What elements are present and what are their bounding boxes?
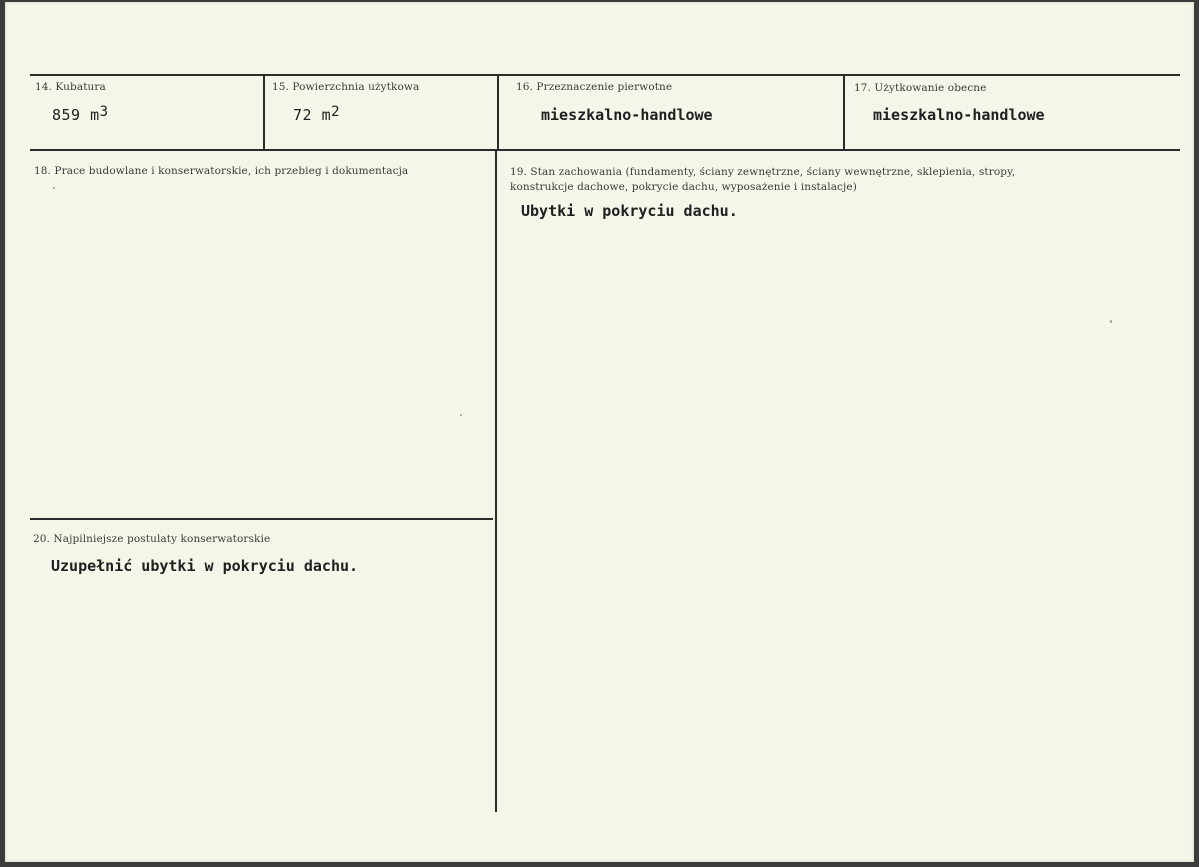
paper-speck	[1110, 320, 1112, 323]
top-rule	[30, 74, 1180, 76]
field-15-value-text: 72 m	[293, 106, 332, 124]
field-20-value: Uzupełnić ubytki w pokryciu dachu.	[51, 557, 359, 575]
field-19-label-line1: 19. Stan zachowania (fundamenty, ściany zewnętrzne, ściany wewnętrzne, sklepienia, stropy,	[510, 166, 1016, 178]
field-20-label: 20. Najpilniejsze postulaty konserwatorskie	[33, 533, 271, 545]
field-15-value	[293, 106, 340, 124]
field-18-label: 18. Prace budowlane i konserwatorskie, ich przebieg i dokumentacja	[34, 165, 409, 177]
field-17-label: 17. Użytkowanie obecne	[854, 82, 987, 94]
paper-speck	[460, 414, 462, 416]
section-divider-18-20	[30, 518, 493, 520]
field-15-label: 15. Powierzchnia użytkowa	[272, 81, 420, 93]
field-14-label: 14. Kubatura	[35, 81, 106, 93]
field-14-exponent: 3	[99, 104, 109, 120]
field-19-label-line2: konstrukcje dachowe, pokrycie dachu, wyposażenie i instalacje)	[510, 181, 857, 193]
form-card	[5, 2, 1194, 862]
field-15-exponent: 2	[331, 104, 341, 120]
field-17-value: mieszkalno-handlowe	[873, 106, 1045, 124]
row-divider	[30, 149, 1180, 151]
col-divider-3	[843, 75, 845, 150]
col-divider-2	[497, 75, 499, 150]
field-16-label: 16. Przeznaczenie pierwotne	[516, 81, 673, 93]
col-divider-1	[263, 75, 265, 150]
field-19-value: Ubytki w pokryciu dachu.	[521, 202, 738, 220]
paper-speck	[53, 187, 55, 189]
field-16-value: mieszkalno-handlowe	[541, 106, 713, 124]
field-14-value	[52, 106, 109, 124]
field-14-value-text: 859 m	[52, 106, 100, 124]
lower-col-divider	[495, 150, 497, 812]
